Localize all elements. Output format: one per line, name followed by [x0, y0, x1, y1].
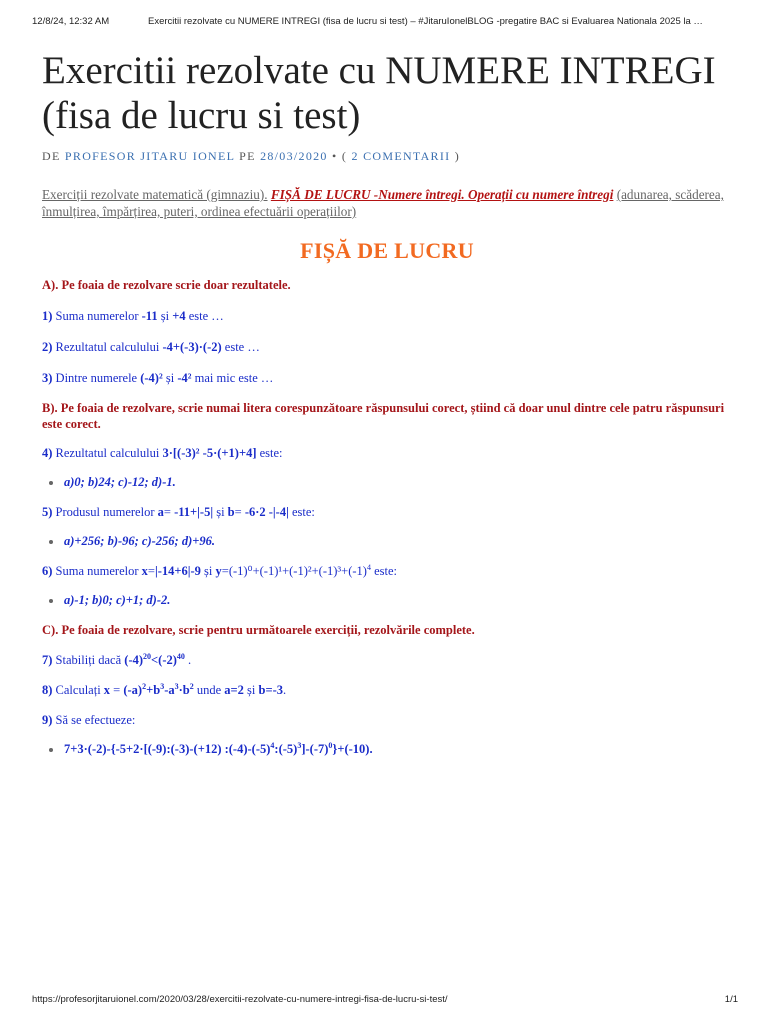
question-text: Rezultatul calculului [52, 340, 163, 354]
expression-part: :(-5) [274, 742, 298, 756]
question-text: mai mic este … [191, 371, 274, 385]
question-term: ·b [178, 683, 190, 697]
question-text: Suma numerelor [52, 564, 142, 578]
question-term: a=2 [224, 683, 244, 697]
question-term: 3·[(-3)² -5·(+1)+4] [162, 446, 257, 460]
question-text: și [162, 371, 178, 385]
operations-link[interactable]: (adunarea, scăderea, înmulțirea, împărțirea, puteri, ordinea efectuării operațiilor) [42, 187, 724, 219]
post-title-line1: Exercitii rezolvate cu NUMERE INTREGI [42, 49, 716, 92]
question-text: Produsul numerelor [52, 505, 158, 519]
question-8 [42, 682, 732, 698]
post-content [42, 48, 732, 757]
question-text: Să se efectueze: [52, 713, 136, 727]
exponent: 3 [160, 681, 165, 691]
question-term: b [227, 505, 235, 519]
question-term: (-4) [124, 653, 144, 667]
question-number: 1) [42, 309, 53, 323]
section-a-heading: A). Pe foaia de rezolvare scrie doar rezultatele. [42, 278, 291, 292]
exponent: 4 [270, 740, 275, 750]
question-term: |-14+6|-9 [154, 564, 201, 578]
question-number: 7) [42, 653, 53, 667]
question-5 [42, 504, 732, 520]
expression-part: ]-(-7) [301, 742, 329, 756]
question-text: este … [185, 309, 224, 323]
print-date: 12/8/24, 12:32 AM [32, 16, 110, 27]
post-title [42, 48, 732, 138]
question-text: este … [221, 340, 260, 354]
meta-close-paren: ) [454, 149, 461, 163]
question-4-options: a)0; b)24; c)-12; d)-1. [42, 475, 732, 490]
question-term: x [141, 564, 148, 578]
question-text: Rezultatul calculului [52, 446, 163, 460]
question-text: Stabiliți dacă [52, 653, 125, 667]
print-page-number: 1/1 [724, 994, 738, 1005]
question-7 [42, 652, 732, 668]
meta-de: DE [42, 149, 61, 163]
question-term: -11 [141, 309, 158, 323]
meta-open-paren: ( [341, 149, 348, 163]
question-text: și [200, 564, 216, 578]
question-term: +4 [172, 309, 186, 323]
question-9 [42, 712, 732, 728]
exponent: 0 [328, 740, 333, 750]
question-term: (-4)² [140, 371, 163, 385]
exponent: 2 [142, 681, 147, 691]
question-4 [42, 445, 732, 461]
question-term: x [103, 683, 111, 697]
author-link[interactable]: PROFESOR JITARU IONEL [64, 149, 235, 163]
question-5-options: a)+256; b)-96; c)-256; d)+96. [42, 534, 732, 549]
date-link[interactable]: 28/03/2020 [260, 149, 328, 163]
exponent: 3 [297, 740, 302, 750]
question-text: Dintre numerele [52, 371, 141, 385]
question-text: Calculați [52, 683, 104, 697]
section-b-heading: B). Pe foaia de rezolvare, scrie numai litera corespunzătoare răspunsului corect, știind că doar unul dintre cele patru răspunsuri este corect. [42, 401, 725, 431]
post-meta [42, 149, 732, 164]
expression-part: }+(-10). [332, 742, 373, 756]
question-term: -4² [177, 371, 192, 385]
question-term: b=-3 [258, 683, 284, 697]
print-url: https://profesorjitaruionel.com/2020/03/28/exercitii-rezolvate-cu-numere-intregi-fisa-de-lucru-si-test/ [32, 994, 448, 1005]
question-text: este: [256, 446, 283, 460]
question-2 [42, 339, 732, 355]
question-number: 2) [42, 340, 53, 354]
intro-paragraph [42, 186, 732, 220]
question-term: <(-2) [151, 653, 177, 667]
question-text: este: [370, 564, 398, 578]
exponent: 20 [143, 651, 152, 661]
question-term: +b [146, 683, 161, 697]
question-text: = [163, 505, 175, 519]
comments-link[interactable]: 2 COMENTARII [351, 149, 451, 163]
question-text: și [213, 505, 228, 519]
question-term: a [157, 505, 164, 519]
question-text: Suma numerelor [52, 309, 142, 323]
section-c-heading: C). Pe foaia de rezolvare, scrie pentru următoarele exerciții, rezolvările complete. [42, 623, 475, 637]
question-text: = [234, 505, 245, 519]
question-number: 9) [42, 713, 53, 727]
sheet-title: FIȘĂ DE LUCRU [300, 238, 474, 263]
question-number: 3) [42, 371, 53, 385]
question-term: -4+(-3)·(-2) [162, 340, 222, 354]
worksheet-link[interactable]: FIȘĂ DE LUCRU -Numere întregi. Operații cu numere întregi [270, 187, 614, 202]
question-number: 5) [42, 505, 53, 519]
question-term: (-a) [123, 683, 143, 697]
question-3 [42, 370, 732, 386]
question-1 [42, 308, 732, 324]
question-text: =(-1)⁰+(-1)¹+(-1)²+(-1)³+(-1) [221, 564, 367, 578]
meta-pe: PE [239, 149, 256, 163]
question-text: unde [193, 683, 225, 697]
question-term: -6·2 -|-4| [244, 505, 289, 519]
question-text: și [157, 309, 173, 323]
question-text: și [243, 683, 259, 697]
question-term: y [215, 564, 222, 578]
question-number: 8) [42, 683, 53, 697]
question-6 [42, 563, 732, 579]
question-text: . [283, 683, 287, 697]
exponent: 40 [176, 651, 185, 661]
question-term: -11+|-5| [174, 505, 214, 519]
post-title-line2: (fisa de lucru si test) [42, 94, 361, 137]
meta-bullet: • [332, 149, 338, 163]
question-number: 6) [42, 564, 53, 578]
question-text: este: [288, 505, 315, 519]
question-text: . [184, 653, 192, 667]
question-9-expression [42, 742, 732, 757]
question-number: 4) [42, 446, 53, 460]
question-term: -a [164, 683, 175, 697]
exponent: 4 [366, 562, 371, 572]
exponent: 2 [189, 681, 194, 691]
question-6-options: a)-1; b)0; c)+1; d)-2. [42, 593, 732, 608]
question-text: = [147, 564, 155, 578]
print-footer [0, 994, 768, 1008]
question-text: = [110, 683, 124, 697]
expression-part: 7+3·(-2)-{-5+2·[(-9):(-3)-(+12) :(-4)-(-5) [64, 742, 271, 756]
category-link[interactable]: Exerciții rezolvate matematică (gimnaziu). [42, 187, 268, 202]
print-doc-title: Exercitii rezolvate cu NUMERE INTREGI (fisa de lucru si test) – #JitaruIonelBLOG -pregatire BAC si Evaluarea Nationala 2025 la … [148, 16, 703, 27]
print-header [0, 16, 768, 30]
exponent: 3 [174, 681, 179, 691]
